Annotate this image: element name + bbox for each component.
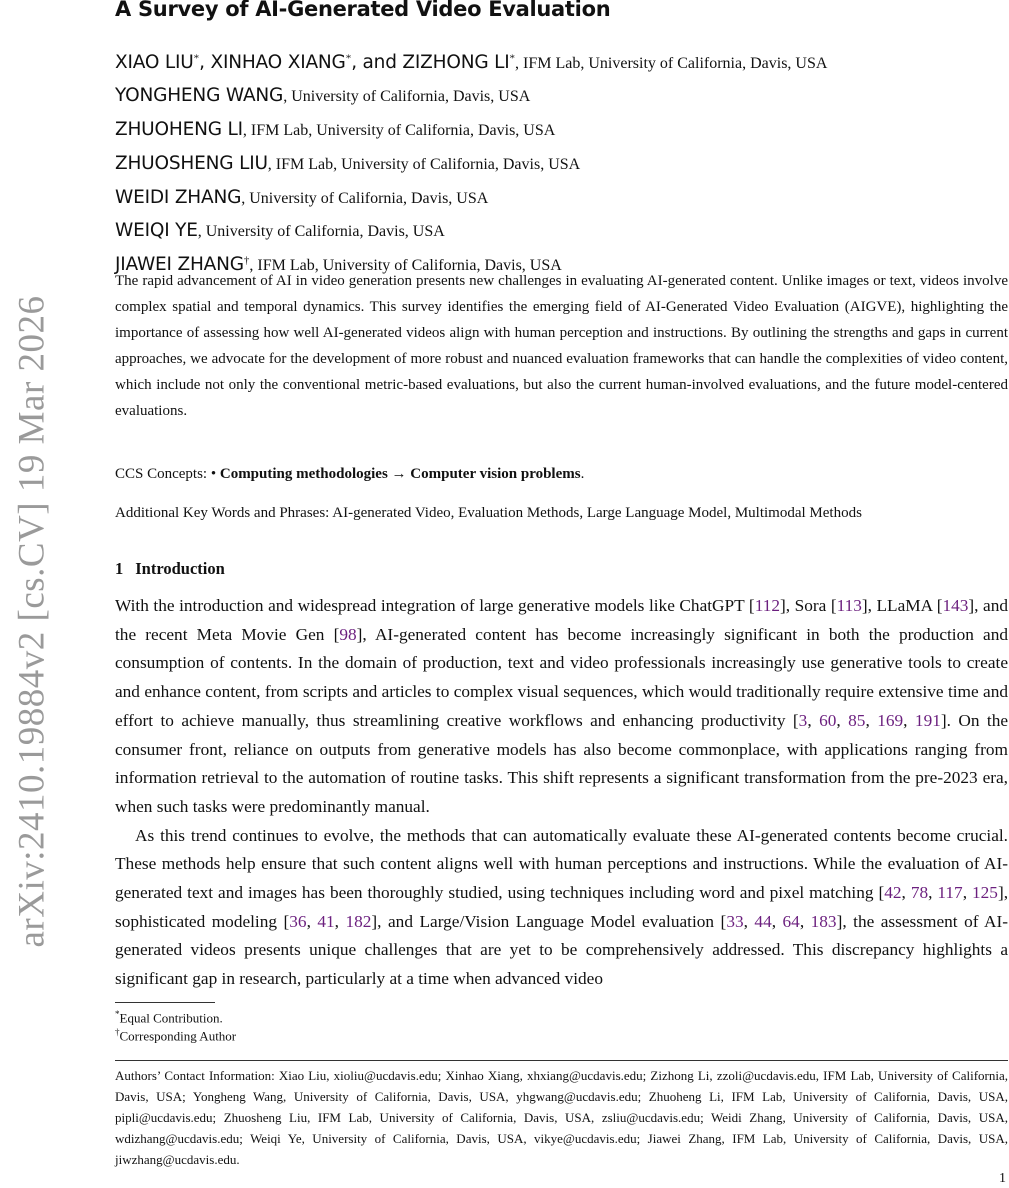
citation-link[interactable]: 143 <box>942 596 969 615</box>
citation-link[interactable]: 36 <box>289 911 307 931</box>
footnote-mark: † <box>115 1027 120 1037</box>
citation-link[interactable]: 3 <box>798 710 808 730</box>
ccs-concept: Computing methodologies → Computer vision problems <box>219 466 581 482</box>
ccs-end: . <box>580 466 585 482</box>
author-mark: † <box>243 254 250 267</box>
author-affiliation: , University of California, Davis, USA <box>197 223 445 240</box>
citation-link[interactable]: 169 <box>877 710 904 730</box>
author-row <box>115 85 530 106</box>
paper-title: A Survey of AI-Generated Video Evaluation <box>115 0 611 21</box>
footnote-mark: * <box>115 1009 120 1019</box>
keywords: Additional Key Words and Phrases: AI-generated Video, Evaluation Methods, Large Language Model, Multimodal Methods <box>115 505 862 521</box>
paragraph-text: , <box>836 710 849 730</box>
paragraph-text: As this trend continues to evolve, the methods that can automatically evaluate these AI-generated contents become crucial. These methods help ensure that such content aligns well with human perceptions and instructions. While the evaluation of AI-generated text and images has been thoroughly studied, using techniques including word and pixel matching [ <box>115 825 1008 903</box>
author-name: , XINHAO XIANG <box>199 52 346 73</box>
author-affiliation: , IFM Lab, University of California, Davis, USA <box>267 156 581 173</box>
paragraph-text: ], Sora [ <box>779 596 837 615</box>
author-affiliation: , IFM Lab, University of California, Davis, USA <box>249 257 562 274</box>
paragraph-text: ], the assessment of AI-generated videos presents unique challenges that are yet to be comprehensively addressed. This discrepancy highlights a significant gap in research, particularly at a time when advanced video <box>115 911 1009 989</box>
paragraph-text: ]. On the consumer front, reliance on outputs from generative models has also become commonplace, with applications ranging from information retrieval to the automation of routine tasks. This shift represents a significant transformation from the pre-2023 era, when such tasks were predominantly manual. <box>115 710 1009 816</box>
author-mark: * <box>345 52 352 65</box>
author-affiliation: , University of California, Davis, USA <box>283 88 531 105</box>
ccs-label: CCS Concepts: • <box>115 466 220 482</box>
section-title: Introduction <box>135 559 225 578</box>
author-name: ZHUOSHENG LIU <box>115 153 268 174</box>
paragraph-text: , <box>306 911 318 931</box>
arxiv-watermark: arXiv:2410.19884v2 [cs.CV] 19 Mar 2026 <box>11 295 53 948</box>
footnote-corresponding <box>115 1027 236 1044</box>
citation-link[interactable]: 183 <box>810 911 837 931</box>
citation-link[interactable]: 60 <box>819 710 837 730</box>
paragraph-text: , <box>928 883 938 903</box>
intro-paragraph <box>115 822 1008 994</box>
footnote-divider <box>115 1002 215 1003</box>
paragraph-text: , <box>334 911 346 931</box>
ccs-concepts <box>115 466 584 483</box>
paragraph-text: ], LLaMA [ <box>861 596 943 615</box>
paragraph-text: , <box>903 710 915 730</box>
citation-link[interactable]: 182 <box>345 911 372 931</box>
author-name: YONGHENG WANG <box>115 85 284 106</box>
paragraph-text: , <box>865 710 878 730</box>
author-name: WEIDI ZHANG <box>115 187 242 208</box>
paragraph-text: ], and Large/Vision Language Model evaluation [ <box>371 911 727 931</box>
citation-link[interactable]: 85 <box>848 710 866 730</box>
author-row <box>115 52 827 73</box>
footnote-equal <box>115 1009 223 1026</box>
citation-link[interactable]: 41 <box>317 911 335 931</box>
author-row <box>115 119 555 140</box>
paragraph-text: , <box>771 911 783 931</box>
citation-link[interactable]: 64 <box>782 911 800 931</box>
author-affiliation: , IFM Lab, University of California, Davis, USA <box>515 55 828 72</box>
citation-link[interactable]: 98 <box>339 624 357 644</box>
contact-information: Authors’ Contact Information: Xiao Liu, xioliu@ucdavis.edu; Xinhao Xiang, xhxiang@ucdavis.edu; Zizhong Li, zzoli@ucdavis.edu, IFM Lab, University of California, Davis, USA; Yongheng Wang, University of California, Davis, USA, yhgwang@ucdavis.edu; Zhuoheng Li, IFM Lab, University of California, Davis, USA, pipli@ucdavis.edu; Zhuosheng Liu, IFM Lab, University of California, Davis, USA, zsliu@ucdavis.edu; Weidi Zhang, University of California, Davis, USA, wdizhang@ucdavis.edu; Weiqi Ye, University of California, Davis, USA, vikye@ucdavis.edu; Jiawei Zhang, IFM Lab, University of California, Davis, USA, jiwzhang@ucdavis.edu. <box>115 1068 1008 1167</box>
citation-link[interactable]: 112 <box>754 596 780 615</box>
author-name: JIAWEI ZHANG <box>115 254 244 275</box>
author-name: XIAO LIU <box>115 52 194 73</box>
section-number: 1 <box>115 559 124 578</box>
citation-link[interactable]: 42 <box>884 883 902 903</box>
intro-paragraph <box>115 592 1008 822</box>
intro-body <box>115 592 1008 994</box>
abstract: The rapid advancement of AI in video generation presents new challenges in evaluating AI-generated content. Unlike images or text, videos involve complex spatial and temporal dynamics. This survey identifies the emerging field of AI-Generated Video Evaluation (AIGVE), highlighting the importance of assessing how well AI-generated videos align with human perception and instructions. By outlining the strengths and gaps in current approaches, we advocate for the development of more robust and nuanced evaluation frameworks that can handle the complexities of video content, which include not only the conventional metric-based evaluations, but also the current human-involved evaluations, and the future model-centered evaluations. <box>115 273 1008 419</box>
author-mark: * <box>509 52 516 65</box>
paragraph-text: ], sophisticated modeling [ <box>115 883 1009 931</box>
author-row <box>115 153 580 174</box>
contact-divider <box>115 1060 1008 1061</box>
author-row <box>115 187 488 208</box>
author-affiliation: , University of California, Davis, USA <box>241 190 489 207</box>
citation-link[interactable]: 117 <box>937 883 963 903</box>
footnote-text: Equal Contribution. <box>119 1010 223 1026</box>
paragraph-text: ], and the recent Meta Movie Gen [ <box>115 596 1008 644</box>
paragraph-text: , <box>799 911 811 931</box>
paragraph-text: , <box>901 883 911 903</box>
paragraph-text: , <box>962 883 973 903</box>
citation-link[interactable]: 33 <box>726 911 744 931</box>
citation-link[interactable]: 125 <box>972 883 998 903</box>
author-name: , and ZIZHONG LI <box>351 52 510 73</box>
citation-link[interactable]: 78 <box>910 883 929 903</box>
author-name: ZHUOHENG LI <box>115 119 243 140</box>
author-mark: * <box>193 52 200 65</box>
paragraph-text: , <box>743 911 755 931</box>
citation-link[interactable]: 113 <box>836 596 862 615</box>
author-affiliation: , IFM Lab, University of California, Davis, USA <box>242 122 556 139</box>
footnote-text: Corresponding Author <box>119 1028 237 1044</box>
paragraph-text: ], AI-generated content has become increasingly significant in both the production and consumption of contents. In the domain of production, text and video professionals increasingly use generative tools to create and enhance content, from scripts and articles to complex visual sequences, which would traditionally require extensive time and effort to achieve manually, thus streamlining creative workflows and enhancing productivity [ <box>115 624 1008 730</box>
paragraph-text: , <box>807 710 820 730</box>
citation-link[interactable]: 44 <box>754 911 772 931</box>
author-name: WEIQI YE <box>115 220 198 241</box>
paragraph-text: With the introduction and widespread integration of large generative models like ChatGPT [ <box>115 596 755 615</box>
citation-link[interactable]: 191 <box>914 710 941 730</box>
page-number: 1 <box>999 1171 1006 1186</box>
author-row <box>115 220 445 241</box>
section-heading <box>115 559 225 579</box>
